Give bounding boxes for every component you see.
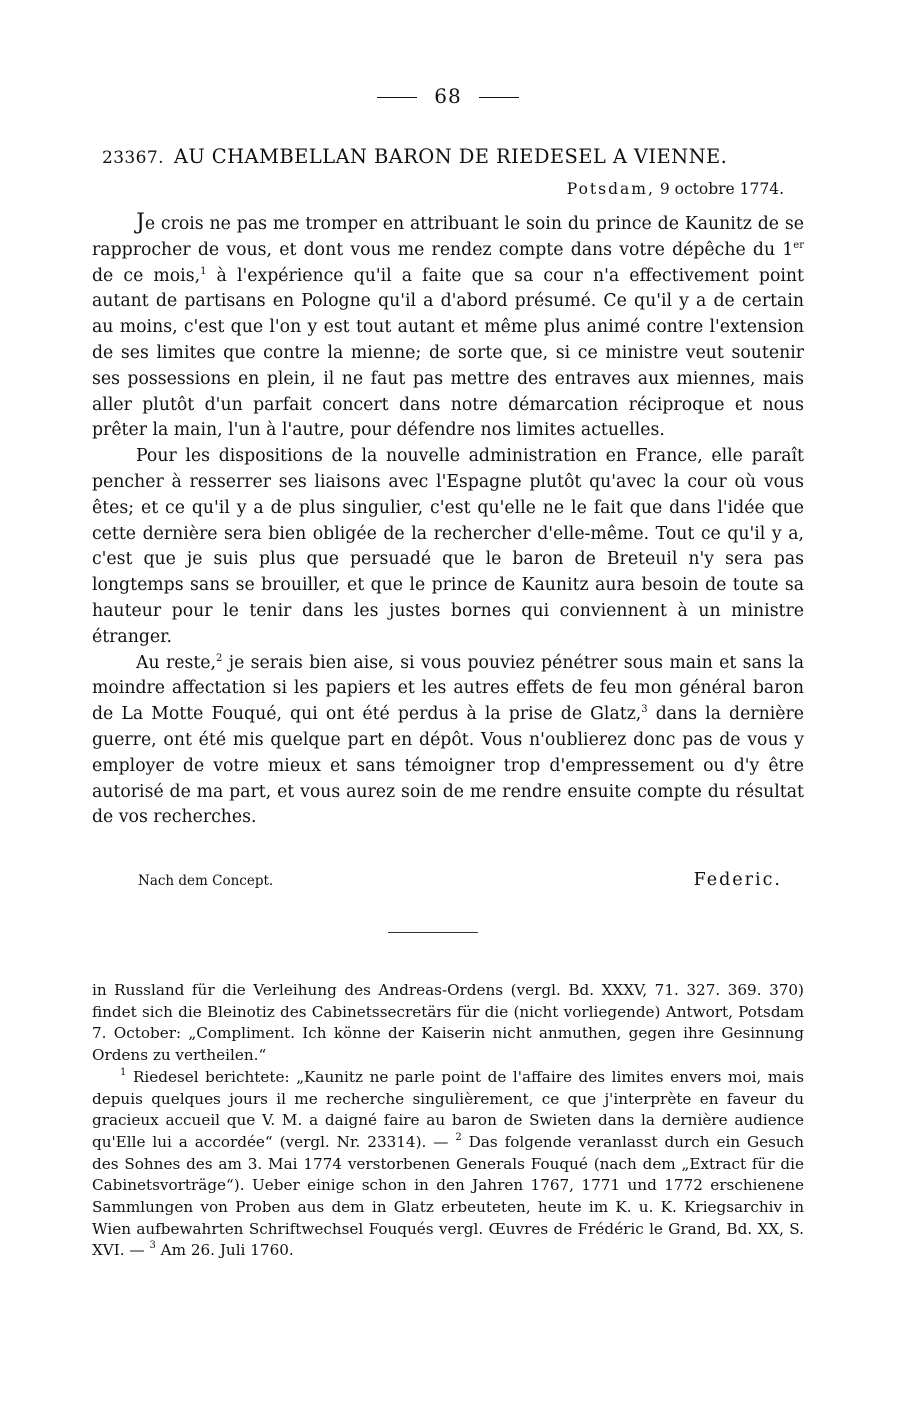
document-page <box>92 0 804 1404</box>
footnotes <box>92 980 804 1262</box>
dateline-place: Potsdam, <box>566 180 655 198</box>
paragraph-text: à l'expérience qu'il a faite que sa cour n'a effectivement point autant de partisans en Pologne qu'il a d'abord présumé. Ce qu'il y a de certain au moins, c'est que l'on y est tout autant et même plus animé contre l'extension de ses limites que contre la mienne; de sorte que, si ce ministre veut soutenir ses possessions en plein, il ne faut pas mettre des entraves aux miennes, mais aller plutôt d'un parfait concert dans notre démarcation réciproque et nous prêter la main, l'un à l'autre, pour défendre nos limites actuelles. <box>92 265 804 441</box>
paragraph-text: e crois ne pas me tromper en attribuant le soin du prince de Kaunitz de se rapprocher de vous, et dont vous me rendez compte dans votre dépêche du 1 <box>92 214 804 260</box>
footnote-text: Riedesel berichtete: „Kaunitz ne parle point de l'affaire des limites envers moi, mais depuis quelques jours il me recherche singulièrement, ce que j'interprète en faveur du gracieux accueil que V. M. a daigné faire au baron de Swieten dans la dernière audience qu'Elle lui a accordée“ (vergl. Nr. 23314). — <box>92 1067 804 1151</box>
letter-paragraph-1 <box>92 210 804 444</box>
footnote-1-marker: 1 <box>120 1066 127 1078</box>
paragraph-text: je serais bien aise, si vous pouviez pénétrer sous main et sans la moindre affectation si les papiers et les autres effets de feu mon général baron de La Motte Fouqué, qui ont été perdus à la prise de Glatz, <box>92 652 805 725</box>
footnote-text: Am 26. Juli 1760. <box>155 1241 294 1260</box>
signature: Federic. <box>693 870 782 890</box>
footnote-marker-1: 1 <box>200 265 207 277</box>
footnote-text: Das folgende veranlasst durch ein Gesuch des Sohnes des am 3. Mai 1774 verstorbenen Generals Fouqué (nach dem „Extract für die Cabinetsvorträge“). Ueber einige schon in den Jahren 1767, 1771 und 1772 erschienene Sammlungen von Proben aus dem in Glatz erbeuteten, heute im K. u. K. Kriegsarchiv in Wien aufbewahrten Schriftwechsel Fouqués vergl. Œuvres de Frédéric le Grand, Bd. XX, S. XVI. — <box>92 1132 804 1260</box>
letter-body <box>92 210 804 831</box>
dateline <box>567 180 784 198</box>
paragraph-text: Au reste, <box>136 652 216 673</box>
letter-title: AU CHAMBELLAN BARON DE RIEDESEL A VIENNE. <box>173 145 728 168</box>
footnote-2-marker: 2 <box>455 1131 462 1143</box>
letter-closing <box>92 870 782 894</box>
paragraph-text: dans la dernière guerre, ont été mis quelque part en dépôt. Vous n'oublierez donc pas de vous y employer de votre mieux et sans témoigner trop d'empressement ou d'y être autorisé de ma part, et vous aurez soin de me rendre ensuite compte du résultat de vos recherches. <box>92 704 804 828</box>
footnote-1 <box>92 1067 804 1262</box>
letter-heading <box>102 145 804 168</box>
drop-cap: J <box>136 210 145 235</box>
letter-paragraph-3 <box>92 651 804 832</box>
footnote-separator <box>388 932 478 933</box>
superscript-er: er <box>793 239 804 251</box>
letter-paragraph-2: Pour les dispositions de la nouvelle administration en France, elle paraît pencher à resserrer ses liaisons avec l'Espagne plutôt qu'avec la cour où vous êtes; et ce qu'il y a de plus singulier, c'est qu'elle ne le fait que dans l'idée que cette dernière sera bien obligée de la rechercher d'elle-même. Tout ce qu'il y a, c'est que je suis plus que persuadé que le baron de Breteuil n'y sera pas longtemps sans se brouiller, et que le prince de Kaunitz aura besoin de toute sa hauteur pour le tenir dans les justes bornes qui conviennent à un ministre étranger. <box>92 446 804 647</box>
letter-number: 23367. <box>102 148 164 168</box>
dateline-date: 9 octobre 1774. <box>659 180 784 198</box>
source-note: Nach dem Concept. <box>138 873 274 889</box>
footnote-marker-3: 3 <box>641 704 648 716</box>
footnote-continuation: in Russland für die Verleihung des Andreas-Ordens (vergl. Bd. XXXV, 71. 327. 369. 370) findet sich die Bleinotiz des Cabinetssecretärs für die (nicht vorliegende) Antwort, Potsdam 7. October: „Compliment. Ich könne der Kaiserin nicht anmuthen, gegen ihre Gesinnung Ordens zu vertheilen.“ <box>92 981 804 1065</box>
footnote-3-marker: 3 <box>149 1240 156 1252</box>
page-number: 68 <box>434 84 462 108</box>
page-header <box>92 84 804 108</box>
header-rule-right <box>479 97 519 98</box>
header-rule-left <box>377 97 417 98</box>
paragraph-text: de ce mois, <box>92 265 201 286</box>
footnote-marker-2: 2 <box>216 652 223 664</box>
